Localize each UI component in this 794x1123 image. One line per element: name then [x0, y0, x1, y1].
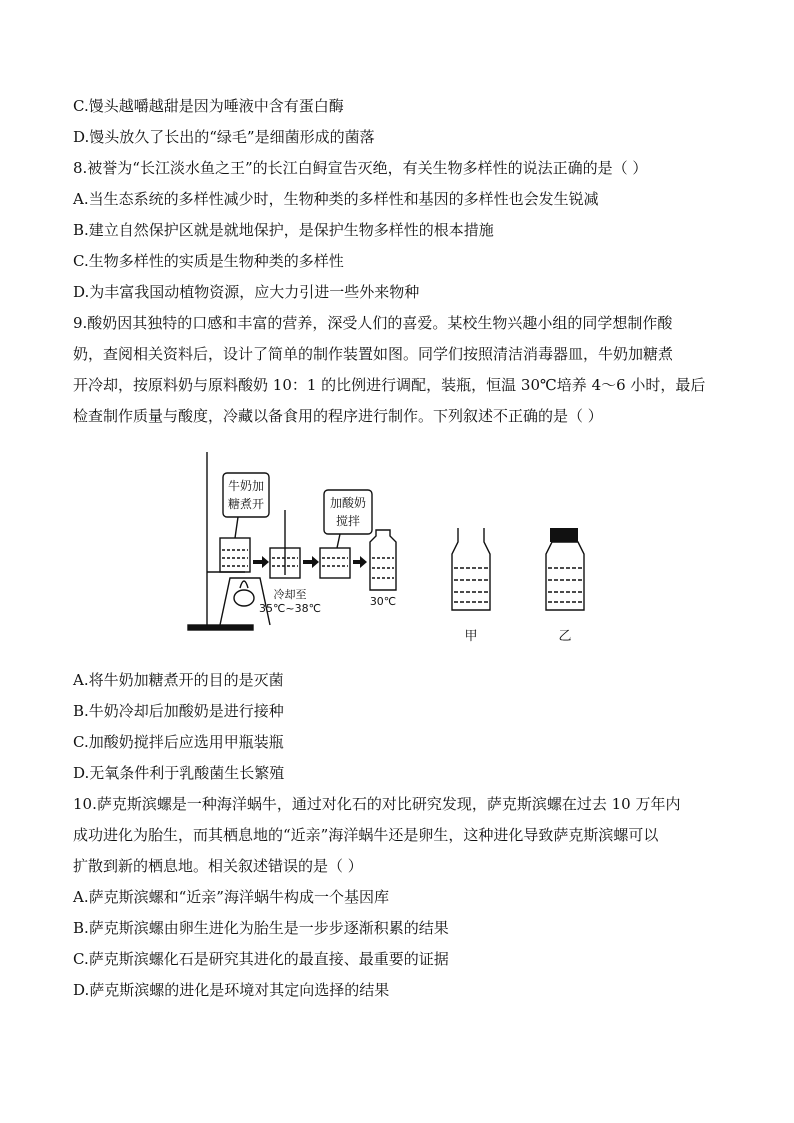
q9-stem-line-3: 开冷却，按原料奶与原料酸奶 10：1 的比例进行调配，装瓶，恒温 30℃培养 4～6 小时，最后: [73, 376, 706, 394]
label-cool-1: 冷却至: [273, 588, 307, 601]
label-boil-2: 糖煮开: [227, 497, 265, 511]
label-cool-2: 35℃~38℃: [259, 602, 321, 615]
q10-option-a: A.萨克斯滨螺和“近亲”海洋蜗牛构成一个基因库: [73, 888, 389, 906]
label-yi: 乙: [558, 629, 572, 644]
q10-option-c: C.萨克斯滨螺化石是研究其进化的最直接、最重要的证据: [73, 950, 449, 968]
q8-option-c: C.生物多样性的实质是生物种类的多样性: [73, 252, 344, 270]
q9-stem-line-2: 奶，查阅相关资料后，设计了简单的制作装置如图。同学们按照清洁消毒器皿，牛奶加糖煮: [73, 345, 674, 363]
q10-stem-line-1: 10.萨克斯滨螺是一种海洋蜗牛，通过对化石的对比研究发现，萨克斯滨螺在过去 10 万年内: [73, 795, 681, 813]
q10-stem-line-3: 扩散到新的栖息地。相关叙述错误的是（ ）: [73, 857, 363, 875]
label-add-2: 搅拌: [335, 514, 361, 528]
stand-base: [188, 625, 253, 630]
bottle-yi: [546, 542, 584, 610]
q10-option-d: D.萨克斯滨螺的进化是环境对其定向选择的结果: [73, 981, 390, 999]
q8-option-b: B.建立自然保护区就是就地保护，是保护生物多样性的根本措施: [73, 221, 494, 239]
yogurt-apparatus-diagram: [180, 450, 620, 650]
q9-option-a: A.将牛奶加糖煮开的目的是灭菌: [73, 671, 284, 689]
alcohol-lamp: [234, 590, 254, 606]
label-add-1: 加酸奶: [329, 496, 367, 510]
q9-option-c: C.加酸奶搅拌后应选用甲瓶装瓶: [73, 733, 284, 751]
label-temp: 30℃: [369, 595, 397, 608]
q9-stem-line-1: 9.酸奶因其独特的口感和丰富的营养，深受人们的喜爱。某校生物兴趣小组的同学想制作酸: [73, 314, 673, 332]
yogurt-apparatus-figure: [180, 450, 620, 650]
q9-option-d: D.无氧条件利于乳酸菌生长繁殖: [73, 764, 285, 782]
q7-option-d: D.馒头放久了长出的“绿毛”是细菌形成的菌落: [73, 128, 375, 146]
bottle-jia: [452, 528, 490, 610]
label-jia: 甲: [464, 629, 478, 644]
q10-stem-line-2: 成功进化为胎生，而其栖息地的“近亲”海洋蜗牛还是卵生，这种进化导致萨克斯滨螺可以: [73, 826, 659, 844]
label-boil-1: 牛奶加: [227, 479, 265, 493]
bottle-yi-cap: [550, 528, 578, 542]
small-bottle: [370, 530, 396, 590]
q8-option-d: D.为丰富我国动植物资源，应大力引进一些外来物种: [73, 283, 420, 301]
q8-option-a: A.当生态系统的多样性减少时，生物种类的多样性和基因的多样性也会发生锐减: [73, 190, 599, 208]
q8-stem: 8.被誉为“长江淡水鱼之王”的长江白鲟宣告灭绝，有关生物多样性的说法正确的是（ ）: [73, 159, 648, 177]
beaker-1: [220, 538, 250, 572]
flame: [240, 581, 248, 588]
q10-option-b: B.萨克斯滨螺由卵生进化为胎生是一步步逐渐积累的结果: [73, 919, 449, 937]
q7-option-c: C.馒头越嚼越甜是因为唾液中含有蛋白酶: [73, 97, 344, 115]
beaker-3: [320, 548, 350, 578]
q9-option-b: B.牛奶冷却后加酸奶是进行接种: [73, 702, 284, 720]
q9-stem-line-4: 检查制作质量与酸度，冷藏以备食用的程序进行制作。下列叙述不正确的是（ ）: [73, 407, 603, 425]
